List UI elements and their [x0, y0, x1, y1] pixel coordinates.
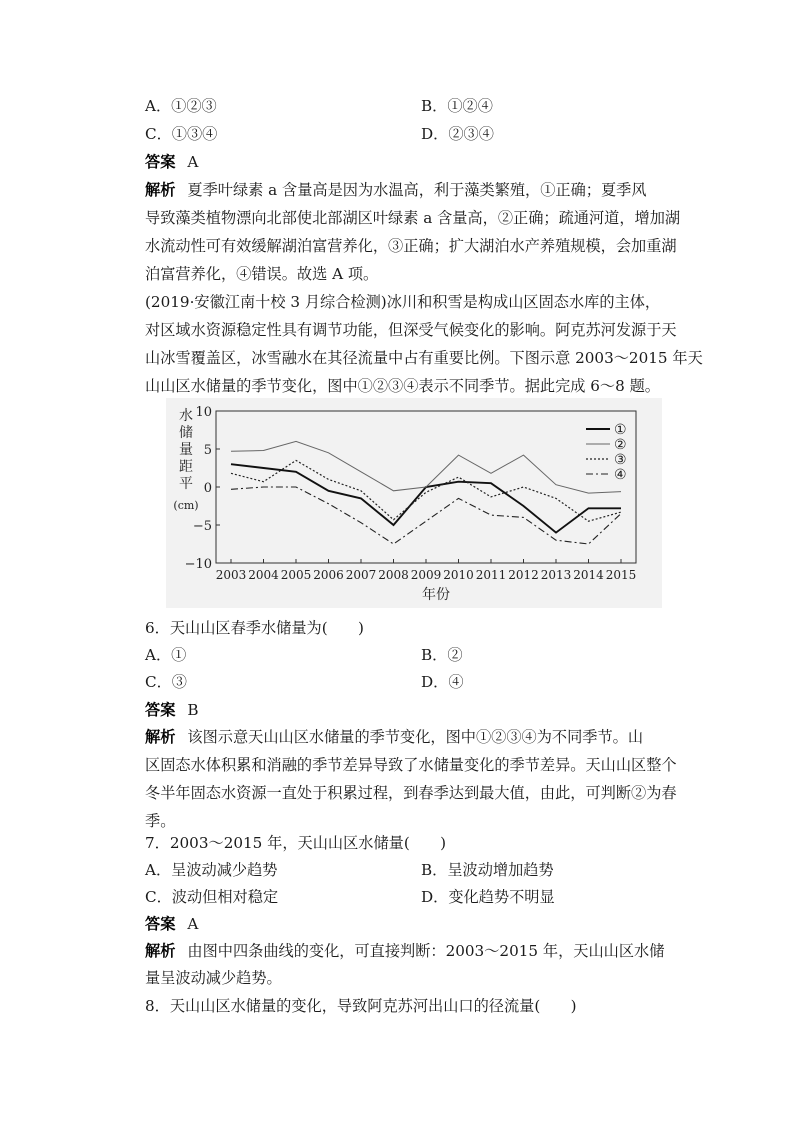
x-tick-label: 2010: [443, 568, 474, 582]
q5-option-b[interactable]: B．①②④: [421, 97, 493, 115]
x-tick-label: 2009: [410, 568, 442, 582]
y-tick-label: 5: [203, 443, 212, 458]
q7-analysis-line-1: [145, 937, 665, 965]
q7-answer: [145, 910, 665, 938]
series-line-3: [231, 460, 621, 521]
passage-line-3: 山冰雪覆盖区，冰雪融水在其径流量中占有重要比例。下图示意 2003～2015 年天: [145, 349, 703, 367]
q5-answer: [145, 148, 665, 176]
analysis-label: 解析: [145, 181, 176, 199]
passage-line-4: 山山区水储量的季节变化，图中①②③④表示不同季节。据此完成 6～8 题。: [145, 377, 660, 395]
x-axis-label: 年份: [422, 587, 450, 603]
q5-option-c[interactable]: C．①③④: [145, 125, 218, 143]
answer-label: 答案: [145, 701, 176, 719]
q6-option-d[interactable]: D．④: [421, 673, 464, 691]
q7-option-c[interactable]: C．波动但相对稳定: [145, 888, 279, 906]
x-tick-label: 2011: [475, 568, 507, 582]
q5-analysis-line-1: [145, 176, 665, 204]
y-tick-label: 10: [195, 405, 212, 420]
q5-analysis-line-4: 泊富营养化，④错误。故选 A 项。: [145, 265, 379, 283]
passage-line-2: 对区域水资源稳定性具有调节功能，但深受气候变化的影响。阿克苏河发源于天: [145, 321, 677, 339]
q6-option-c[interactable]: C．③: [145, 673, 187, 691]
analysis-text: 夏季叶绿素 a 含量高是因为水温高，利于藻类繁殖，①正确；夏季风: [187, 181, 647, 199]
series-line-2: [231, 441, 621, 493]
q7-analysis-line-2: 量呈波动减少趋势。: [145, 969, 282, 987]
legend-label-1: ①: [614, 422, 627, 438]
analysis-label: 解析: [145, 942, 176, 960]
x-tick-label: 2012: [508, 568, 539, 582]
series-line-1: [231, 464, 621, 532]
y-tick-label: −10: [184, 557, 212, 572]
y-axis-label-char: 水: [179, 408, 193, 424]
x-tick-label: 2004: [248, 568, 279, 582]
chart-svg: [166, 398, 662, 608]
analysis-text: 由图中四条曲线的变化，可直接判断：2003～2015 年，天山山区水储: [187, 942, 665, 960]
legend-label-4: ④: [614, 467, 627, 483]
x-tick-label: 2013: [540, 568, 572, 582]
series-line-4: [231, 487, 621, 544]
q6-stem: 6．天山山区春季水储量为( ): [145, 619, 364, 637]
answer-label: 答案: [145, 153, 176, 171]
q6-analysis-line-1: [145, 723, 665, 751]
q5-option-a[interactable]: A．①②③: [145, 97, 217, 115]
answer-label: 答案: [145, 915, 176, 933]
q6-analysis-line-4: 季。: [145, 812, 176, 830]
q7-option-b[interactable]: B．呈波动增加趋势: [421, 861, 554, 879]
water-storage-chart: [166, 398, 662, 608]
x-tick-label: 2005: [280, 568, 312, 582]
x-tick-label: 2015: [605, 568, 637, 582]
y-axis-label-char: 量: [179, 442, 193, 458]
legend-label-2: ②: [614, 437, 627, 453]
x-tick-label: 2006: [313, 568, 344, 582]
y-tick-label: 0: [203, 481, 212, 496]
y-axis-unit: (cm): [173, 499, 199, 512]
q6-analysis-line-2: 区固态水体积累和消融的季节差异导致了水储量变化的季节差异。天山山区整个: [145, 756, 677, 774]
x-tick-label: 2007: [345, 568, 377, 582]
x-tick-label: 2008: [378, 568, 409, 582]
analysis-text: 该图示意天山山区水储量的季节变化，图中①②③④为不同季节。山: [187, 728, 643, 746]
q5-analysis-line-3: 水流动性可有效缓解湖泊富营养化，③正确；扩大湖泊水产养殖规模，会加重湖: [145, 237, 677, 255]
passage-line-1: (2019·安徽江南十校 3 月综合检测)冰川和积雪是构成山区固态水库的主体，: [145, 293, 661, 311]
y-axis-label-char: 储: [179, 425, 193, 441]
answer-value: B: [187, 701, 199, 719]
q7-option-a[interactable]: A．呈波动减少趋势: [145, 861, 278, 879]
q5-analysis-line-2: 导致藻类植物漂向北部使北部湖区叶绿素 a 含量高，②正确；疏通河道，增加湖: [145, 209, 681, 227]
legend-label-3: ③: [614, 452, 627, 468]
q6-analysis-line-3: 冬半年固态水资源一直处于积累过程，到春季达到最大值，由此，可判断②为春: [145, 784, 677, 802]
q6-answer: [145, 696, 665, 724]
q6-option-a[interactable]: A．①: [145, 646, 187, 664]
q7-stem: 7．2003～2015 年，天山山区水储量( ): [145, 834, 447, 852]
x-tick-label: 2003: [215, 568, 247, 582]
q8-stem: 8．天山山区水储量的变化，导致阿克苏河出山口的径流量( ): [145, 997, 577, 1015]
q5-option-d[interactable]: D．②③④: [421, 125, 494, 143]
y-axis-label-char: 距: [179, 459, 193, 475]
answer-value: A: [187, 915, 199, 933]
q7-option-d[interactable]: D．变化趋势不明显: [421, 888, 555, 906]
analysis-label: 解析: [145, 728, 176, 746]
y-tick-label: −5: [192, 519, 212, 534]
x-tick-label: 2014: [573, 568, 604, 582]
q6-option-b[interactable]: B．②: [421, 646, 463, 664]
y-axis-label-char: 平: [179, 476, 193, 492]
answer-value: A: [187, 153, 199, 171]
